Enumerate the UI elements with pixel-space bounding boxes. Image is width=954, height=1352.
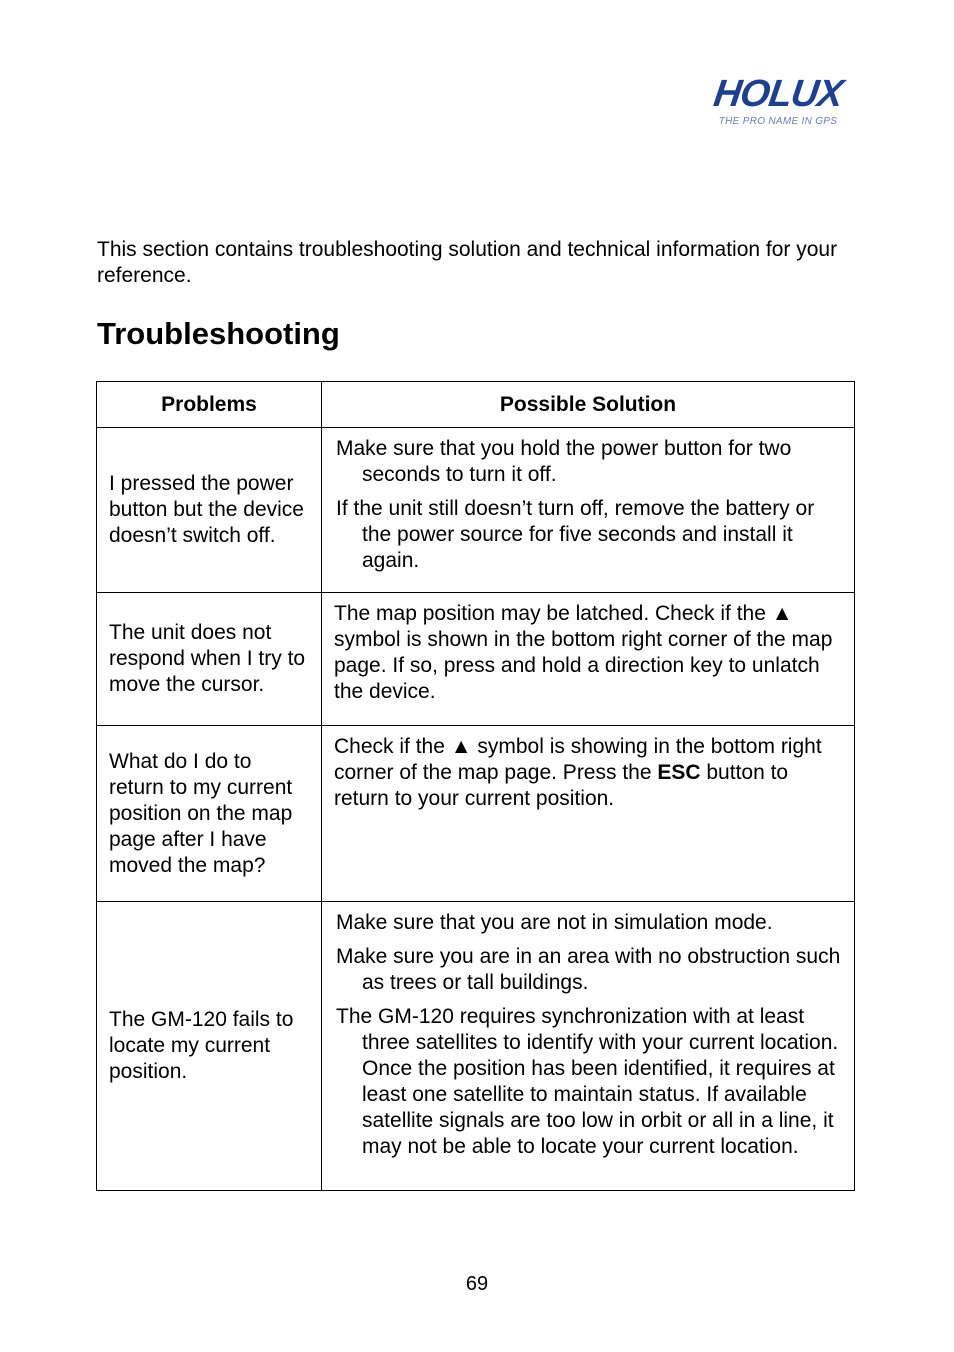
table-row [97, 726, 855, 902]
problem-cell: The unit does not respond when I try to move the cursor. [97, 593, 322, 726]
logo-tagline: THE PRO NAME IN GPS [718, 116, 838, 127]
solution-item [334, 734, 842, 812]
logo-wordmark: HOLUX [711, 73, 845, 115]
solution-item: The GM-120 requires synchronization with at least three satellites to identify with your current location. Once the position has been identified, it requires at least one satellite to maintain status. If available satellite signals are too low in orbit or all in a line, it may not be able to locate your current location. [336, 1005, 839, 1158]
solution-item: If the unit still doesn’t turn off, remove the battery or the power source for five seconds and install it again. [336, 497, 815, 572]
solution-cell [322, 902, 855, 1191]
solution-item: Make sure you are in an area with no obstruction such as trees or tall buildings. [336, 945, 841, 994]
solution-cell [322, 593, 855, 726]
table-row [97, 593, 855, 726]
problem-cell: What do I do to return to my current position on the map page after I have moved the map? [97, 726, 322, 902]
solution-text: button to return to your current position. [334, 761, 789, 810]
problem-cell: The GM-120 fails to locate my current position. [97, 902, 322, 1191]
header-problems: Problems [97, 382, 322, 428]
solution-item: Make sure that you hold the power button for two seconds to turn it off. [336, 437, 792, 486]
esc-key-label: ESC [657, 761, 701, 784]
table-row [97, 428, 855, 593]
header-solution: Possible Solution [322, 382, 855, 428]
intro-text: This section contains troubleshooting solution and technical information for your reference. [97, 238, 838, 287]
solution-item: Make sure that you are not in simulation mode. [336, 911, 773, 934]
table-row [97, 902, 855, 1191]
solution-text: Check if the ▲ symbol is showing in the bottom right corner of the map page. Press the [334, 735, 822, 784]
page-number: 69 [465, 1273, 489, 1295]
solution-cell [322, 726, 855, 902]
troubleshooting-table [96, 381, 855, 1191]
holux-logo [708, 74, 848, 134]
page-title: Troubleshooting [97, 316, 340, 351]
solution-cell [322, 428, 855, 593]
table-header-row [97, 382, 855, 428]
problem-cell: I pressed the power button but the device doesn’t switch off. [97, 428, 322, 593]
solution-item: The map position may be latched. Check if the ▲ symbol is shown in the bottom right corner of the map page. If so, press and hold a direction key to unlatch the device. [334, 602, 833, 703]
